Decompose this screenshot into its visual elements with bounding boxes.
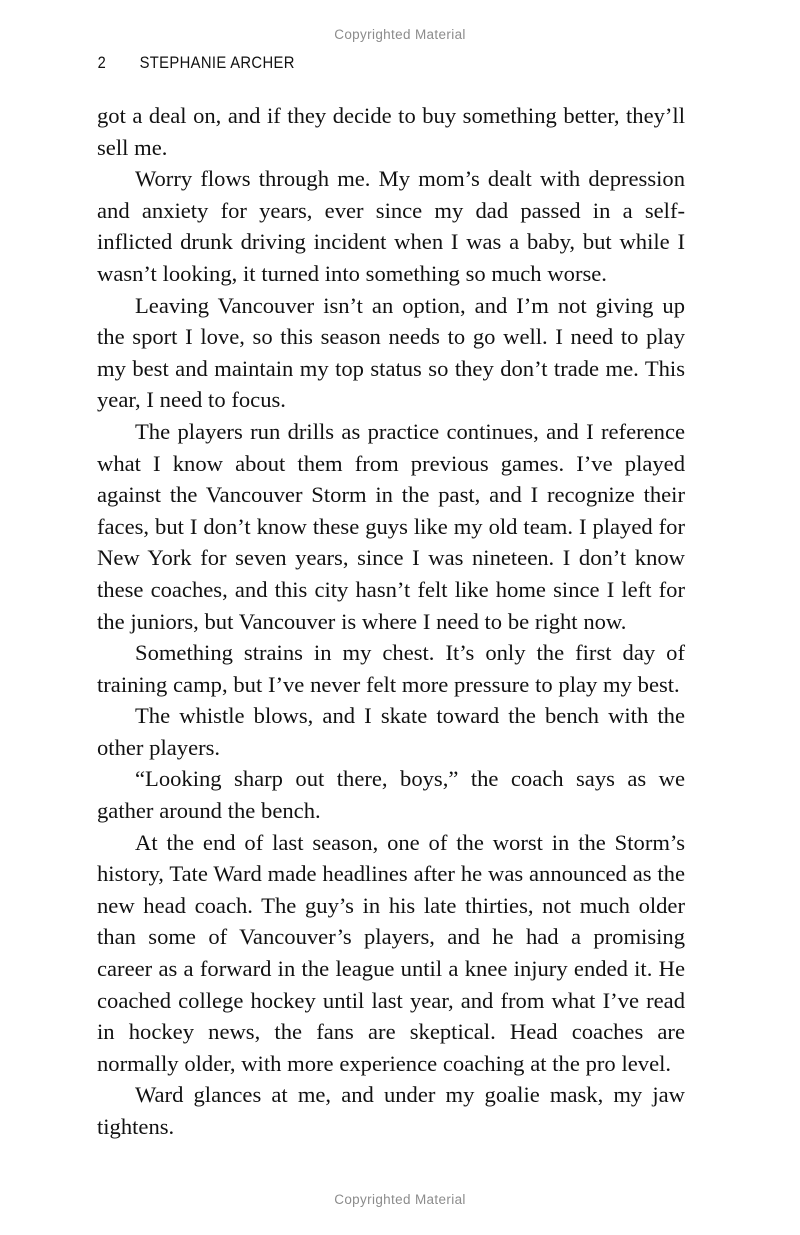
page-number: 2 <box>97 53 106 72</box>
body-paragraph: Something strains in my chest. It’s only the first day of training camp, but I’ve never felt more pressure to play my best. <box>97 640 685 697</box>
body-paragraph: Worry flows through me. My mom’s dealt with depression and anxiety for years, ever since my dad passed in a self-inflicted drunk driving incident when I was a baby, but while I wasn’t looking, it turned into something so much worse. <box>97 166 685 286</box>
body-paragraph: At the end of last season, one of the worst in the Storm’s history, Tate Ward made headlines after he was announced as the new head coach. The guy’s in his late thirties, not much older than some of Vancouver’s players, and he had a promising career as a forward in the league until a knee injury ended it. He coached college hockey until last year, and from what I’ve read in hockey news, the fans are skeptical. Head coaches are normally older, with more experience coaching at the pro level. <box>97 829 685 1076</box>
body-paragraph: got a deal on, and if they decide to buy something better, they’ll sell me. <box>97 103 685 160</box>
body-paragraph: The whistle blows, and I skate toward the bench with the other players. <box>97 703 685 760</box>
watermark-top: Copyrighted Material <box>334 27 466 42</box>
body-paragraph: Ward glances at me, and under my goalie mask, my jaw tightens. <box>97 1082 685 1139</box>
watermark-bottom: Copyrighted Material <box>334 1192 466 1207</box>
body-paragraph: The players run drills as practice continues, and I reference what I know about them from previous games. I’ve played against the Vancouver Storm in the past, and I recognize their faces, but I don’t know these guys like my old team. I played for New York for seven years, since I was nineteen. I don’t know these coaches, and this city hasn’t felt like home since I left for the juniors, but Vancouver is where I need to be right now. <box>97 418 685 634</box>
running-head-author: STEPHANIE ARCHER <box>140 53 296 72</box>
body-paragraph: “Looking sharp out there, boys,” the coach says as we gather around the bench. <box>97 766 685 824</box>
body-text <box>97 100 685 1143</box>
running-head <box>97 53 307 73</box>
body-paragraph: Leaving Vancouver isn’t an option, and I’m not giving up the sport I love, so this season needs to go well. I need to play my best and maintain my top status so they don’t trade me. This year, I need to focus. <box>97 292 685 413</box>
